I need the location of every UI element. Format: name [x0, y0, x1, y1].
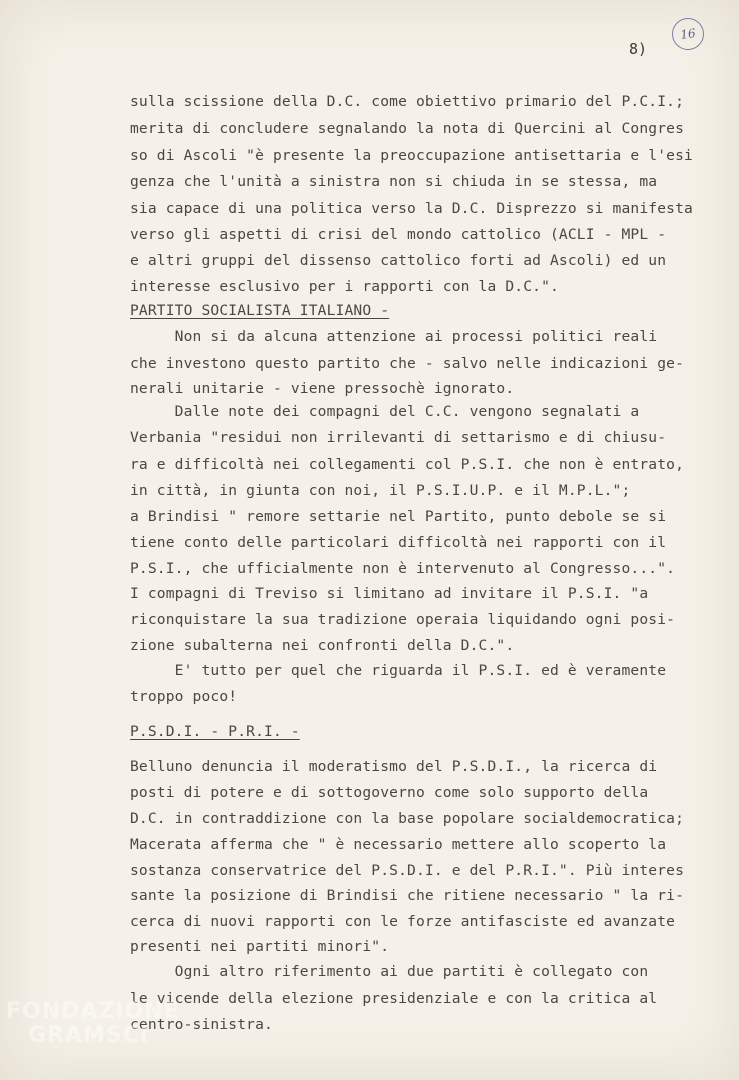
text-line: presenti nei partiti minori".: [130, 938, 390, 955]
text-line: interesse esclusivo per i rapporti con la D.C.".: [130, 278, 559, 295]
text-line: sostanza conservatrice del P.S.D.I. e del P.R.I.". Più interes: [130, 862, 685, 879]
text-line: nerali unitarie - viene pressochè ignorato.: [130, 380, 515, 397]
text-line: D.C. in contraddizione con la base popolare socialdemocratica;: [130, 810, 685, 827]
text-line: merita di concludere segnalando la nota di Quercini al Congres: [130, 120, 685, 137]
section-heading-psi: PARTITO SOCIALISTA ITALIANO -: [130, 302, 390, 319]
archive-watermark: [6, 1000, 180, 1048]
text-line: ra e difficoltà nei collegamenti col P.S.I. che non è entrato,: [130, 456, 685, 473]
text-line: Ogni altro riferimento ai due partiti è collegato con: [130, 963, 649, 980]
text-line: Verbania "residui non irrilevanti di settarismo e di chiusu-: [130, 429, 667, 446]
page-number: 8): [629, 40, 648, 58]
section-heading-psdi-pri: P.S.D.I. - P.R.I. -: [130, 723, 300, 740]
archive-stamp: 16: [670, 16, 706, 52]
watermark-line-2: GRAMSCI: [28, 1023, 150, 1048]
text-line: sulla scissione della D.C. come obiettivo primario del P.C.I.;: [130, 93, 685, 110]
text-line: centro-sinistra.: [130, 1016, 273, 1033]
text-line: troppo poco!: [130, 688, 238, 705]
text-line: I compagni di Treviso si limitano ad invitare il P.S.I. "a: [130, 585, 649, 602]
text-line: sante la posizione di Brindisi che ritiene necessario " la ri-: [130, 887, 685, 904]
text-line: Macerata afferma che " è necessario mettere allo scoperto la: [130, 836, 667, 853]
text-line: verso gli aspetti di crisi del mondo cattolico (ACLI - MPL -: [130, 226, 667, 243]
text-line: E' tutto per quel che riguarda il P.S.I. ed è veramente: [130, 662, 667, 679]
watermark-line-1: FONDAZIONE: [6, 999, 180, 1024]
text-line: P.S.I., che ufficialmente non è intervenuto al Congresso...".: [130, 560, 676, 577]
text-line: genza che l'unità a sinistra non si chiuda in se stessa, ma: [130, 173, 658, 190]
text-line: zione subalterna nei confronti della D.C.".: [130, 637, 515, 654]
text-line: in città, in giunta con noi, il P.S.I.U.P. e il M.P.L.";: [130, 482, 631, 499]
text-line: posti di potere e di sottogoverno come solo supporto della: [130, 784, 649, 801]
text-line: cerca di nuovi rapporti con le forze antifasciste ed avanzate: [130, 913, 676, 930]
text-line: le vicende della elezione presidenziale e con la critica al: [130, 990, 658, 1007]
text-line: so di Ascoli "è presente la preoccupazione antisettaria e l'esi: [130, 147, 693, 164]
text-line: a Brindisi " remore settarie nel Partito, punto debole se si: [130, 508, 667, 525]
text-line: Non si da alcuna attenzione ai processi politici reali: [130, 328, 658, 345]
text-line: Belluno denuncia il moderatismo del P.S.D.I., la ricerca di: [130, 758, 658, 775]
text-line: Dalle note dei compagni del C.C. vengono segnalati a: [130, 403, 640, 420]
text-line: tiene conto delle particolari difficoltà nei rapporti con il: [130, 534, 667, 551]
text-line: che investono questo partito che - salvo nelle indicazioni ge-: [130, 355, 685, 372]
text-line: riconquistare la sua tradizione operaia liquidando ogni posi-: [130, 611, 676, 628]
text-line: sia capace di una politica verso la D.C. Disprezzo si manifesta: [130, 200, 693, 217]
text-line: e altri gruppi del dissenso cattolico forti ad Ascoli) ed un: [130, 252, 667, 269]
